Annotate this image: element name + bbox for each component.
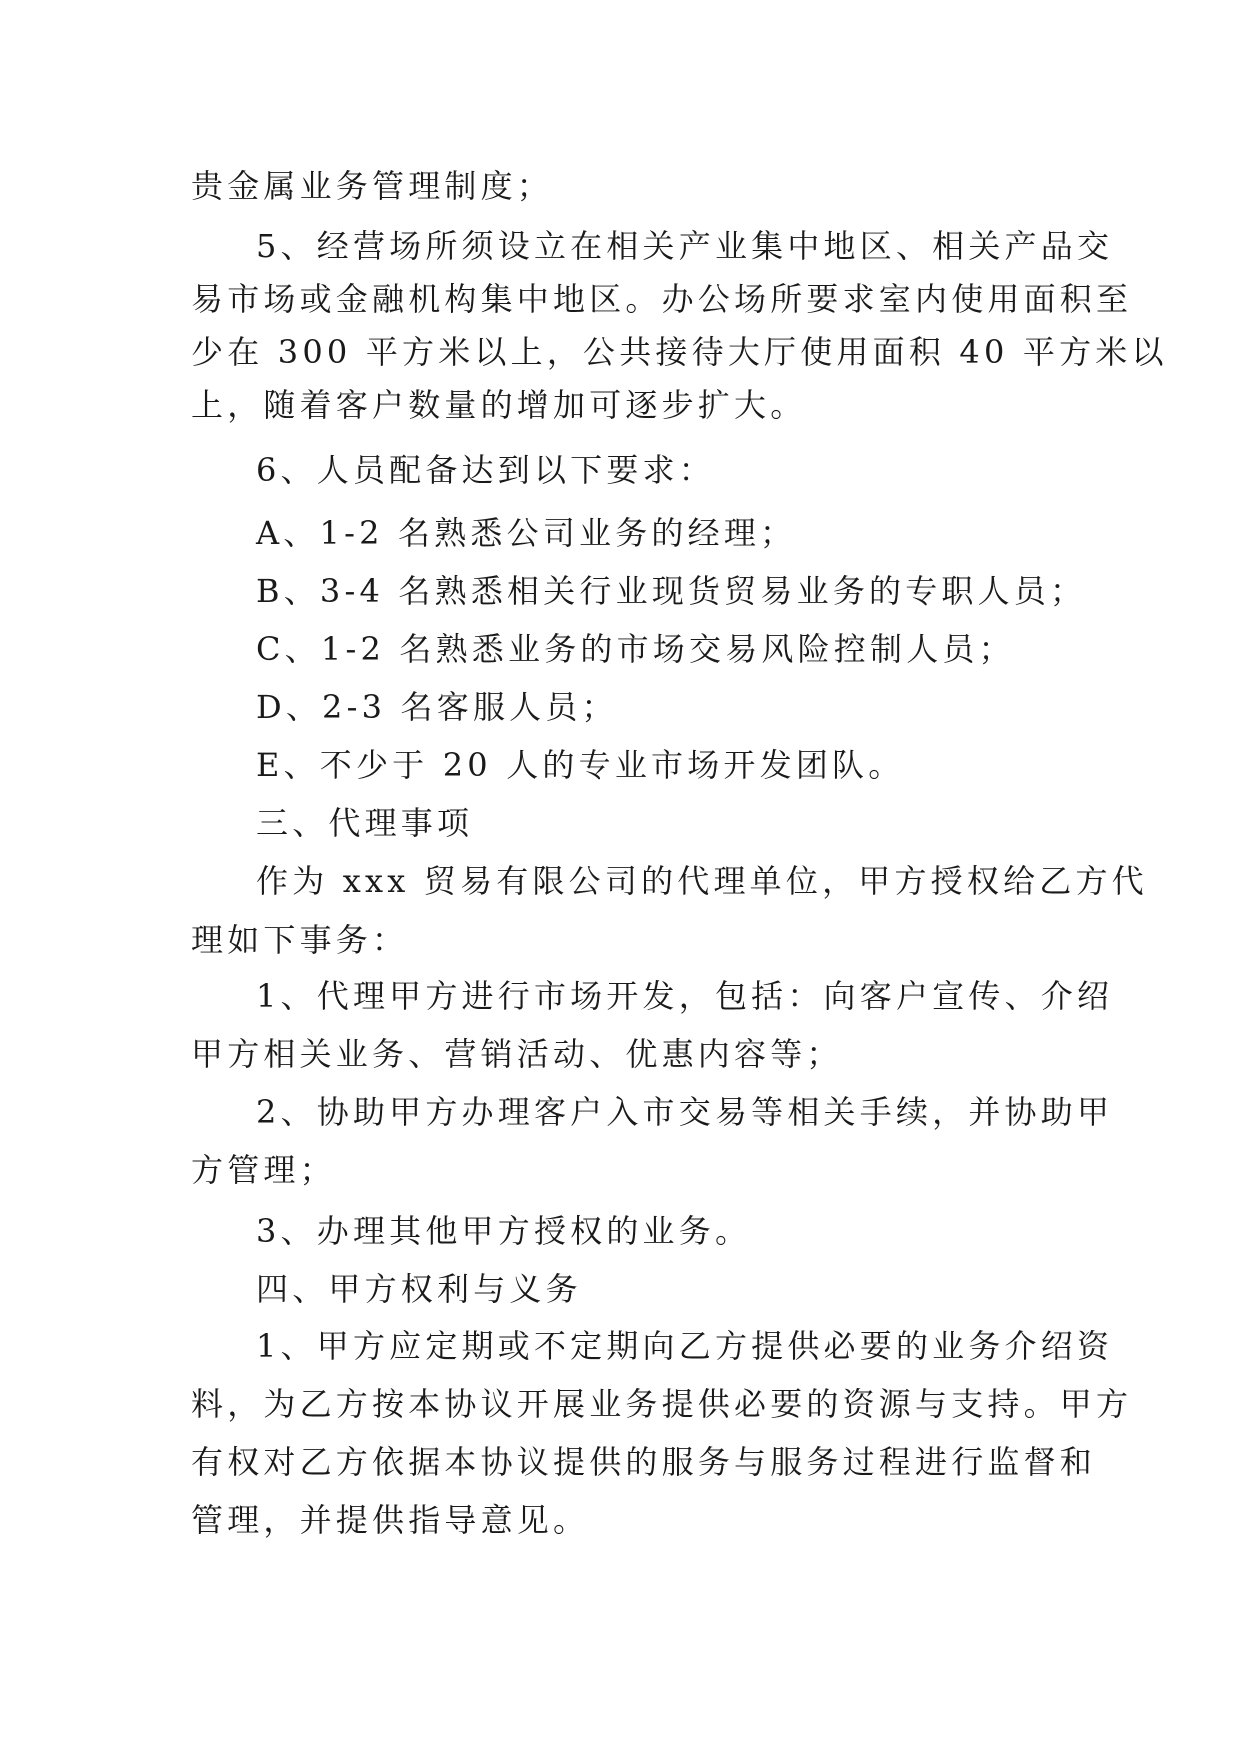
- text-line: A、1-2 名熟悉公司业务的经理；: [256, 514, 797, 552]
- text-line: 有权对乙方依据本协议提供的服务与服务过程进行监督和: [191, 1443, 1097, 1481]
- text-line: 6、人员配备达到以下要求：: [256, 451, 715, 489]
- text-line: 料，为乙方按本协议开展业务提供必要的资源与支持。甲方: [191, 1385, 1133, 1423]
- text-line: B、3-4 名熟悉相关行业现货贸易业务的专职人员；: [256, 572, 1087, 610]
- section-heading: 三、代理事项: [256, 804, 474, 842]
- text-line: 甲方相关业务、营销活动、优惠内容等；: [191, 1035, 843, 1073]
- text-line: D、2-3 名客服人员；: [256, 688, 618, 726]
- text-line: 易市场或金融机构集中地区。办公场所要求室内使用面积至: [191, 280, 1133, 318]
- text-line: 1、甲方应定期或不定期向乙方提供必要的业务介绍资: [256, 1327, 1114, 1365]
- text-line: 上，随着客户数量的增加可逐步扩大。: [191, 386, 807, 424]
- text-line: 贵金属业务管理制度；: [191, 167, 554, 205]
- text-line: 作为 xxx 贸易有限公司的代理单位，甲方授权给乙方代: [256, 862, 1148, 900]
- text-line: 管理，并提供指导意见。: [191, 1501, 590, 1539]
- text-line: 少在 300 平方米以上，公共接待大厅使用面积 40 平方米以: [191, 333, 1168, 371]
- text-line: 3、办理其他甲方授权的业务。: [256, 1212, 752, 1250]
- text-line: 理如下事务：: [191, 921, 409, 959]
- text-line: C、1-2 名熟悉业务的市场交易风险控制人员；: [256, 630, 1015, 668]
- text-line: 5、经营场所须设立在相关产业集中地区、相关产品交: [256, 227, 1114, 265]
- text-line: 2、协助甲方办理客户入市交易等相关手续，并协助甲: [256, 1093, 1114, 1131]
- text-line: 方管理；: [191, 1151, 336, 1189]
- text-line: E、不少于 20 人的专业市场开发团队。: [256, 746, 905, 784]
- section-heading: 四、甲方权利与义务: [256, 1270, 582, 1308]
- text-line: 1、代理甲方进行市场开发，包括：向客户宣传、介绍: [256, 977, 1114, 1015]
